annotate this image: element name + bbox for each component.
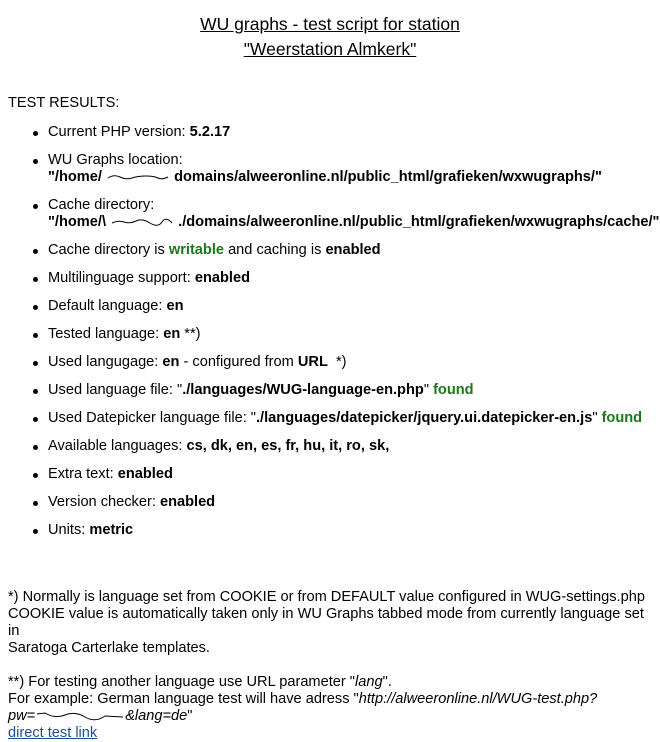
cache-path-end: ./domains/alweeronline.nl/public_html/grafieken/wxwugraphs/cache/": [178, 214, 660, 230]
available-value: cs, dk, en, es, fr, hu, it, ro, sk,: [186, 438, 390, 454]
location-label: WU Graphs location:: [48, 152, 183, 168]
used-lang-suffix: *): [327, 354, 347, 370]
cache-status-text2: and caching is: [224, 242, 326, 258]
multilang-value: enabled: [194, 270, 250, 286]
note2-url: http://alweeronline.nl/WUG-test.php?: [358, 691, 598, 707]
datepicker-status: found: [601, 410, 643, 426]
tested-lang-label: Tested language:: [48, 326, 164, 342]
result-language-file: [0, 382, 660, 399]
version-checker-value: enabled: [159, 494, 216, 510]
note2-line1: **) For testing another language use URL parameter "lang".: [8, 674, 392, 690]
lang-file-label: Used language file: ": [48, 382, 183, 398]
used-lang-source: URL: [297, 354, 328, 370]
footnotes: [8, 589, 658, 742]
result-units: [0, 522, 660, 539]
used-lang-value: en: [162, 354, 180, 370]
result-datepicker-file: [0, 410, 660, 427]
multilang-label: Multilinguage support:: [48, 270, 195, 286]
available-label: Available languages:: [48, 438, 187, 454]
station-name: "Weerstation Almkerk": [243, 39, 417, 59]
result-extra-text: [0, 466, 660, 483]
cache-writable-value: writable: [168, 242, 225, 258]
results-heading: TEST RESULTS:: [8, 95, 120, 111]
page-title: WU graphs - test script for station: [200, 14, 460, 34]
php-value: 5.2.17: [189, 124, 231, 140]
result-php-version: [0, 124, 660, 141]
result-cache-status: [0, 242, 660, 259]
lang-file-status: found: [433, 382, 474, 398]
used-lang-label: Used langugage:: [48, 354, 163, 370]
redaction-scribble-icon: [106, 172, 170, 182]
default-lang-value: en: [166, 298, 184, 314]
default-lang-label: Default language:: [48, 298, 167, 314]
location-path-end: domains/alweeronline.nl/public_html/grafieken/wxwugraphs/": [174, 169, 602, 185]
note1-line3: Saratoga Carterlake templates.: [8, 640, 210, 656]
lang-file-value: ./languages/WUG-language-en.php: [182, 382, 424, 398]
version-checker-label: Version checker:: [48, 494, 160, 510]
note2-line3: pw= &lang=de": [8, 708, 193, 724]
note1-line1: *) Normally is language set from COOKIE or from DEFAULT value configured in WUG-settings.php: [8, 589, 645, 605]
result-version-checker: [0, 494, 660, 511]
note2-param: lang: [354, 674, 383, 690]
results-list: [0, 124, 660, 550]
used-lang-mid: - configured from: [179, 354, 298, 370]
cache-status-text: Cache directory is: [48, 242, 169, 258]
result-multilanguage: [0, 270, 660, 287]
result-used-language: [0, 354, 660, 371]
datepicker-quote: ": [592, 410, 602, 426]
datepicker-label: Used Datepicker language file: ": [48, 410, 256, 426]
location-path-start: "/home/: [48, 169, 102, 185]
extra-text-value: enabled: [117, 466, 173, 482]
direct-test-link[interactable]: direct test link: [8, 725, 98, 741]
result-available-languages: [0, 438, 660, 455]
redaction-scribble-icon: [110, 217, 174, 227]
units-label: Units:: [48, 522, 90, 538]
datepicker-value: ./languages/datepicker/jquery.ui.datepicker-en.js: [256, 410, 593, 426]
cache-path-start: "/home/\: [48, 214, 107, 230]
units-value: metric: [89, 522, 134, 538]
php-label: Current PHP version:: [48, 124, 190, 140]
lang-file-quote: ": [423, 382, 434, 398]
result-cache-directory: [0, 197, 660, 231]
extra-text-label: Extra text:: [48, 466, 118, 482]
note2-line2: For example: German language test will have adress "http://alweeronline.nl/WUG-test.php?: [8, 691, 598, 707]
tested-lang-suffix: **): [180, 326, 201, 342]
result-location: [0, 152, 660, 186]
caching-value: enabled: [325, 242, 381, 258]
result-default-language: [0, 298, 660, 315]
note1-line2: COOKIE value is automatically taken only in WU Graphs tabbed mode from currently language set in: [8, 606, 644, 639]
tested-lang-value: en: [163, 326, 181, 342]
result-tested-language: [0, 326, 660, 343]
cache-label: Cache directory:: [48, 197, 155, 213]
